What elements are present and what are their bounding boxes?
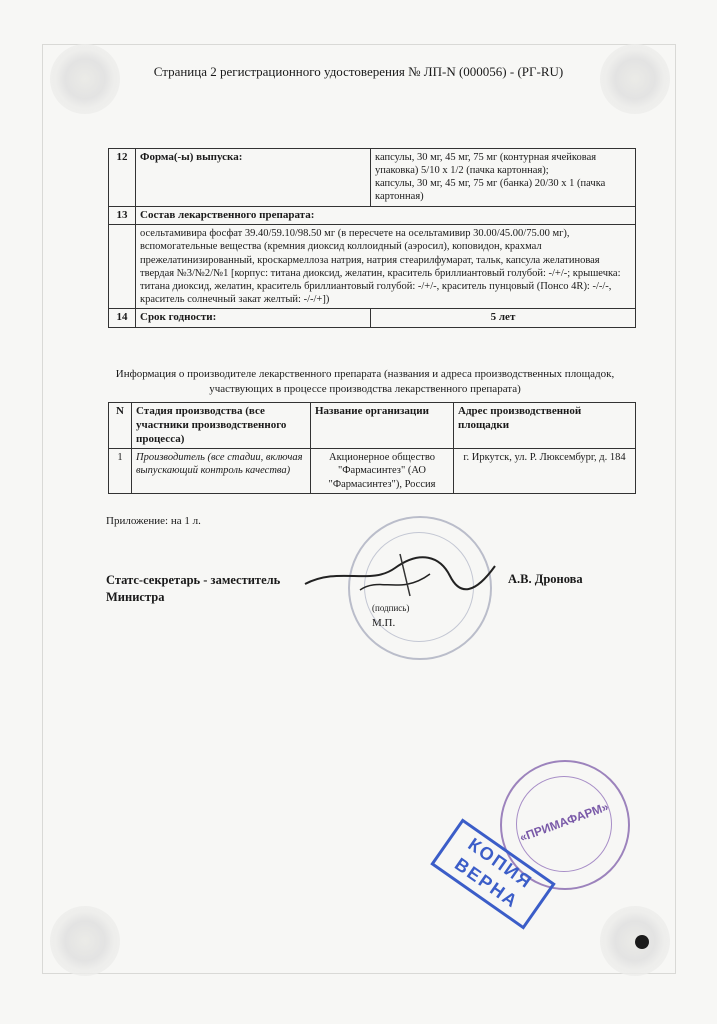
row-label: Состав лекарственного препарата: (136, 206, 636, 225)
table-row (109, 225, 636, 309)
composition-text: осельтамивира фосфат 39.40/59.10/98.50 мг (в пересчете на осельтамивир 30.00/45.00/75.00 мг), вспомогательные вещества (кремния диоксид коллоидный (аэросил), коповидон, крахмал прежелатинизированный, кроскармеллоза натрия, натрия стеарилфумарат, тальк, капсула желатиновая твердая №3/№2/№1 [корпус: титана диоксид, желатин, краситель бриллиантовый голубой: -/+/-; крышечка: титана диоксид, желатин, краситель бриллиантовый голубой: -/+/-, краситель пунцовый (Понсо 4R): -/-/-, краситель солнечный закат желтый: -/-/+]) (136, 225, 636, 309)
signature-caption: (подпись) (372, 603, 410, 613)
row-label: Форма(-ы) выпуска: (136, 149, 371, 207)
hole-punch-mark (635, 935, 649, 949)
signatory-position: Статс-секретарь - заместитель Министра (106, 573, 281, 604)
handwritten-signature (300, 546, 500, 606)
seal-mark: М.П. (372, 617, 396, 629)
copy-verified-stamp: КОПИЯ ВЕРНА (430, 818, 556, 929)
row-number: 13 (109, 206, 136, 225)
table-row (109, 206, 636, 225)
row-value: 5 лет (371, 309, 636, 328)
manufacturer-heading: Информация о производителе лекарственного препарата (названия и адреса производственных площадок, участвующих в процессе производства лекарственного препарата) (115, 368, 615, 395)
column-header: Адрес производственной площадки (454, 403, 636, 449)
row-number: 12 (109, 149, 136, 207)
column-header: N (109, 403, 132, 449)
table-row (109, 449, 636, 493)
table-row (109, 149, 636, 207)
company-stamp-text: «ПРИМАФАРМ» (517, 799, 611, 845)
manufacturer-table (108, 402, 636, 494)
registration-table (108, 148, 636, 328)
column-header: Название организации (311, 403, 454, 449)
appendix-note: Приложение: на 1 л. (106, 515, 201, 527)
row-number: 1 (109, 449, 132, 493)
signatory-name: А.В. Дронова (508, 572, 583, 586)
production-stage: Производитель (все стадии, включая выпускающий контроль качества) (132, 449, 311, 493)
row-label: Срок годности: (136, 309, 371, 328)
corner-rosette-bottom-left (50, 906, 120, 976)
site-address: г. Иркутск, ул. Р. Люксембург, д. 184 (454, 449, 636, 493)
row-number: 14 (109, 309, 136, 328)
row-value: капсулы, 30 мг, 45 мг, 75 мг (контурная ячейковая упаковка) 5/10 x 1/2 (пачка картонная); капсулы, 30 мг, 45 мг, 75 мг (банка) 20/30 x 1 (пачка картонная) (371, 149, 636, 207)
page-title: Страница 2 регистрационного удостоверения № ЛП-N (000056) - (РГ-RU) (153, 64, 564, 79)
column-header: Стадия производства (все участники производственного процесса) (132, 403, 311, 449)
table-row (109, 309, 636, 328)
table-header-row (109, 403, 636, 449)
organization-name: Акционерное общество "Фармасинтез" (АО "Фармасинтез"), Россия (311, 449, 454, 493)
